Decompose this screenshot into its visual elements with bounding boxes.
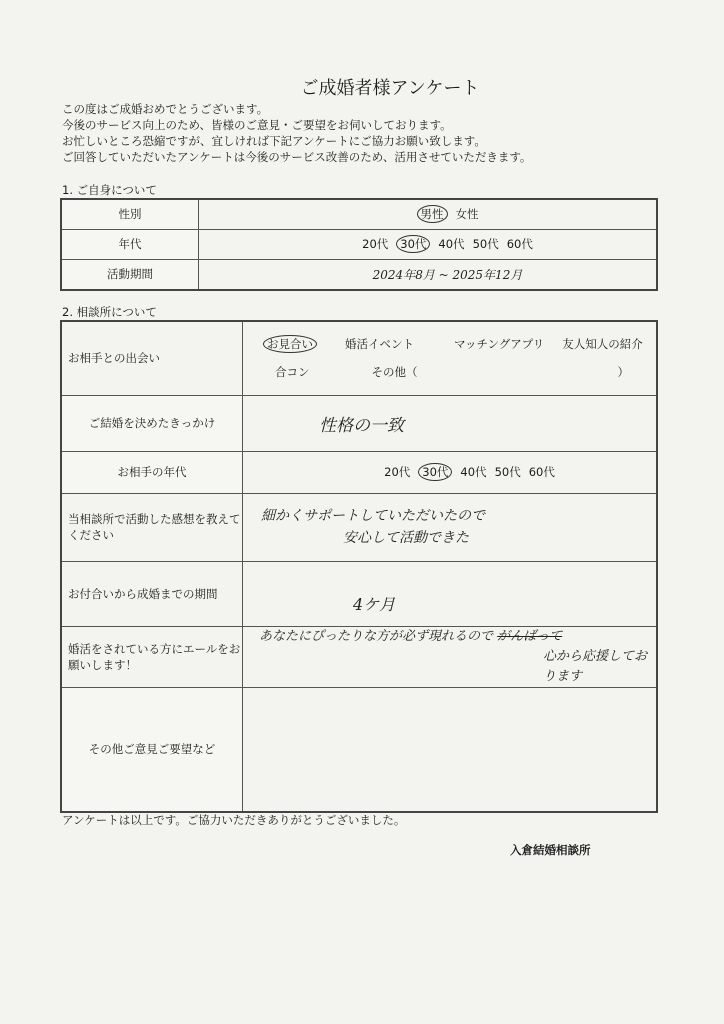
partner-age-option[interactable]: 60代 bbox=[528, 465, 555, 479]
period-answer[interactable]: 2024年8月 ~ 2025年12月 bbox=[199, 259, 658, 290]
section2-heading: 2. 相談所について bbox=[62, 305, 157, 319]
page-title: ご成婚者様アンケート bbox=[300, 78, 480, 99]
partner-age-option[interactable]: 20代 bbox=[384, 465, 411, 479]
age-option[interactable]: 50代 bbox=[472, 237, 499, 251]
age-option[interactable]: 60代 bbox=[506, 237, 533, 251]
cheer-label: 婚活をされている方にエールをお願いします！ bbox=[61, 626, 243, 687]
duration-label: お付合いから成婚までの期間 bbox=[61, 561, 243, 626]
impression-label: 当相談所で活動した感想を教えてください bbox=[61, 493, 243, 561]
age-label: 年代 bbox=[61, 229, 199, 259]
age-option[interactable]: 20代 bbox=[362, 237, 389, 251]
intro-line: ご回答していただいたアンケートは今後のサービス改善のため、活用させていただきます。 bbox=[62, 150, 532, 164]
gender-option-selected[interactable]: 男性 bbox=[417, 205, 448, 223]
paren-close: ） bbox=[617, 365, 629, 380]
meeting-label: お相手との出会い bbox=[61, 321, 243, 395]
partner-age-option[interactable]: 40代 bbox=[460, 465, 487, 479]
meeting-option-other[interactable]: その他（ bbox=[371, 365, 418, 380]
age-option[interactable]: 40代 bbox=[438, 237, 465, 251]
partner-age-option[interactable]: 50代 bbox=[494, 465, 521, 479]
footer-text: アンケートは以上です。ご協力いただきありがとうございました。 bbox=[62, 813, 406, 827]
meeting-option[interactable]: 婚活イベント bbox=[345, 337, 414, 352]
partner-age-label: お相手の年代 bbox=[61, 451, 243, 493]
intro-line: お忙しいところ恐縮ですが、宜しければ下記アンケートにご協力お願い致します。 bbox=[62, 134, 486, 148]
duration-answer[interactable]: 4ケ月 bbox=[243, 561, 658, 626]
intro-text bbox=[62, 101, 531, 165]
company-name: 入倉結婚相談所 bbox=[510, 843, 591, 857]
meeting-option[interactable]: 友人知人の紹介 bbox=[562, 337, 643, 352]
meeting-option-selected[interactable]: お見合い bbox=[263, 335, 317, 353]
intro-line: この度はご成婚おめでとうございます。 bbox=[62, 102, 269, 116]
intro-line: 今後のサービス向上のため、皆様のご意見・ご要望をお伺いしております。 bbox=[62, 118, 452, 132]
other-label: その他ご意見ご要望など bbox=[61, 687, 243, 812]
reason-answer[interactable]: 性格の一致 bbox=[243, 395, 658, 451]
reason-label: ご結婚を決めたきっかけ bbox=[61, 395, 243, 451]
section1-heading: 1. ご自身について bbox=[62, 183, 157, 197]
gender-label: 性別 bbox=[61, 199, 199, 229]
period-label: 活動期間 bbox=[61, 259, 199, 290]
section2-table bbox=[60, 320, 658, 813]
age-option-selected[interactable]: 30代 bbox=[396, 235, 430, 253]
impression-answer-line: 細かくサポートしていただいたので bbox=[261, 508, 485, 524]
partner-age-option-selected[interactable]: 30代 bbox=[418, 463, 452, 481]
impression-answer-line: 安心して活動できた bbox=[343, 530, 469, 546]
cheer-answer-line: 心から応援しております bbox=[543, 648, 648, 684]
section1-table bbox=[60, 198, 658, 291]
meeting-option[interactable]: 合コン bbox=[275, 365, 310, 380]
gender-option[interactable]: 女性 bbox=[455, 207, 479, 222]
cheer-answer-line: あなたにぴったりな方が必ず現れるので bbox=[259, 628, 494, 644]
struck-text: がんばって bbox=[497, 628, 563, 644]
meeting-option[interactable]: マッチングアプリ bbox=[454, 337, 545, 352]
other-answer[interactable] bbox=[243, 687, 658, 812]
